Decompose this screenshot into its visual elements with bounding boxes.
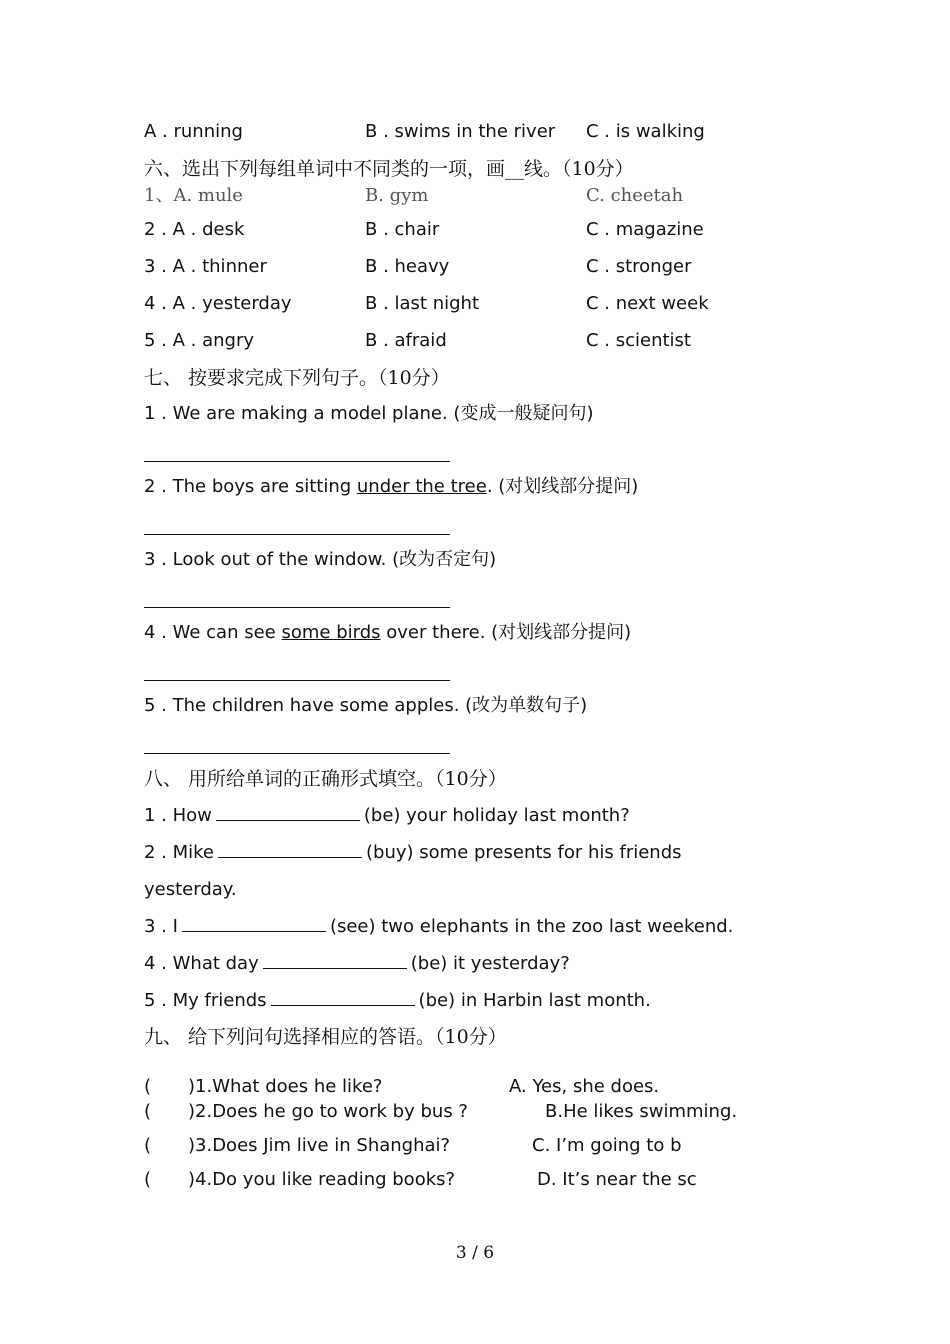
s8-item2-continuation: yesterday.	[144, 879, 237, 900]
section8-title: 八、 用所给单词的正确形式填空。（10分）	[144, 768, 507, 790]
s7-item1: 1 . We are making a model plane. (变成一般疑问句)	[144, 403, 594, 424]
s9-q1-paren[interactable]: (	[144, 1076, 152, 1097]
section7-title: 七、 按要求完成下列句子。（10分）	[144, 367, 450, 389]
s8-item5: 5 . My friends (be) in Harbin last month.	[144, 990, 651, 1011]
s8-item3: 3 . I (see) two elephants in the zoo last weekend.	[144, 916, 734, 937]
s9-ans-c: C. I’m going to b	[532, 1135, 682, 1156]
s6-row3-a: 3 . A . thinner	[144, 256, 267, 277]
s6-row2-b: B . chair	[365, 219, 440, 240]
s7-item5: 5 . The children have some apples. (改为单数句子)	[144, 695, 588, 716]
section6-title: 六、选出下列每组单词中不同类的一项，画__线。（10分）	[144, 158, 634, 180]
s6-row5-a: 5 . A . angry	[144, 330, 255, 351]
s9-q2-paren[interactable]: (	[144, 1101, 152, 1122]
s9-ans-d: D. It’s near the sc	[537, 1169, 697, 1190]
s7-item2-underlined: under the tree	[356, 476, 487, 497]
s8-blank-5[interactable]	[271, 989, 415, 1006]
page-number: 3 / 6	[455, 1243, 495, 1263]
s8-blank-2[interactable]	[218, 841, 362, 858]
s6-row3-b: B . heavy	[365, 256, 450, 277]
s8-blank-1[interactable]	[216, 804, 360, 821]
s6-row4-c: C . next week	[586, 293, 709, 314]
s7-answer-line-5[interactable]	[144, 753, 450, 754]
s6-row1-b: B. gym	[365, 185, 429, 206]
s7-answer-line-1[interactable]	[144, 461, 450, 462]
s9-q1-text: )1.What does he like?	[188, 1076, 383, 1097]
s6-row3-c: C . stronger	[586, 256, 692, 277]
option-c-walking: C . is walking	[586, 121, 705, 142]
s6-row4-b: B . last night	[365, 293, 480, 314]
s7-answer-line-4[interactable]	[144, 680, 450, 681]
s9-q4-paren[interactable]: (	[144, 1169, 152, 1190]
s7-answer-line-3[interactable]	[144, 607, 450, 608]
s9-ans-a: A. Yes, she does.	[509, 1076, 660, 1097]
s6-row1-c: C. cheetah	[586, 185, 684, 206]
s6-row2-a: 2 . A . desk	[144, 219, 245, 240]
s9-q4-text: )4.Do you like reading books?	[188, 1169, 456, 1190]
s6-row4-a: 4 . A . yesterday	[144, 293, 292, 314]
s7-item4-underlined: some birds	[281, 622, 381, 643]
s8-item2: 2 . Mike (buy) some presents for his friends	[144, 842, 682, 863]
s6-row5-c: C . scientist	[586, 330, 691, 351]
s7-item2: 2 . The boys are sitting under the tree. (对划线部分提问)	[144, 476, 639, 497]
option-b-swims: B . swims in the river	[365, 121, 556, 142]
s6-row5-b: B . afraid	[365, 330, 447, 351]
s7-answer-line-2[interactable]	[144, 534, 450, 535]
s9-q3-paren[interactable]: (	[144, 1135, 152, 1156]
s9-ans-b: B.He likes swimming.	[545, 1101, 738, 1122]
s8-item1: 1 . How (be) your holiday last month?	[144, 805, 630, 826]
option-a-running: A . running	[144, 121, 243, 142]
s7-item4: 4 . We can see some birds over there. (对划线部分提问)	[144, 622, 632, 643]
s9-q3-text: )3.Does Jim live in Shanghai?	[188, 1135, 451, 1156]
s8-blank-3[interactable]	[182, 915, 326, 932]
s9-q2-text: )2.Does he go to work by bus ?	[188, 1101, 468, 1122]
s7-item3: 3 . Look out of the window. (改为否定句)	[144, 549, 497, 570]
s8-item4: 4 . What day (be) it yesterday?	[144, 953, 570, 974]
s6-row1-a: 1、A. mule	[144, 185, 243, 206]
s8-blank-4[interactable]	[263, 952, 407, 969]
s6-row2-c: C . magazine	[586, 219, 704, 240]
section9-title: 九、 给下列问句选择相应的答语。（10分）	[144, 1026, 507, 1048]
